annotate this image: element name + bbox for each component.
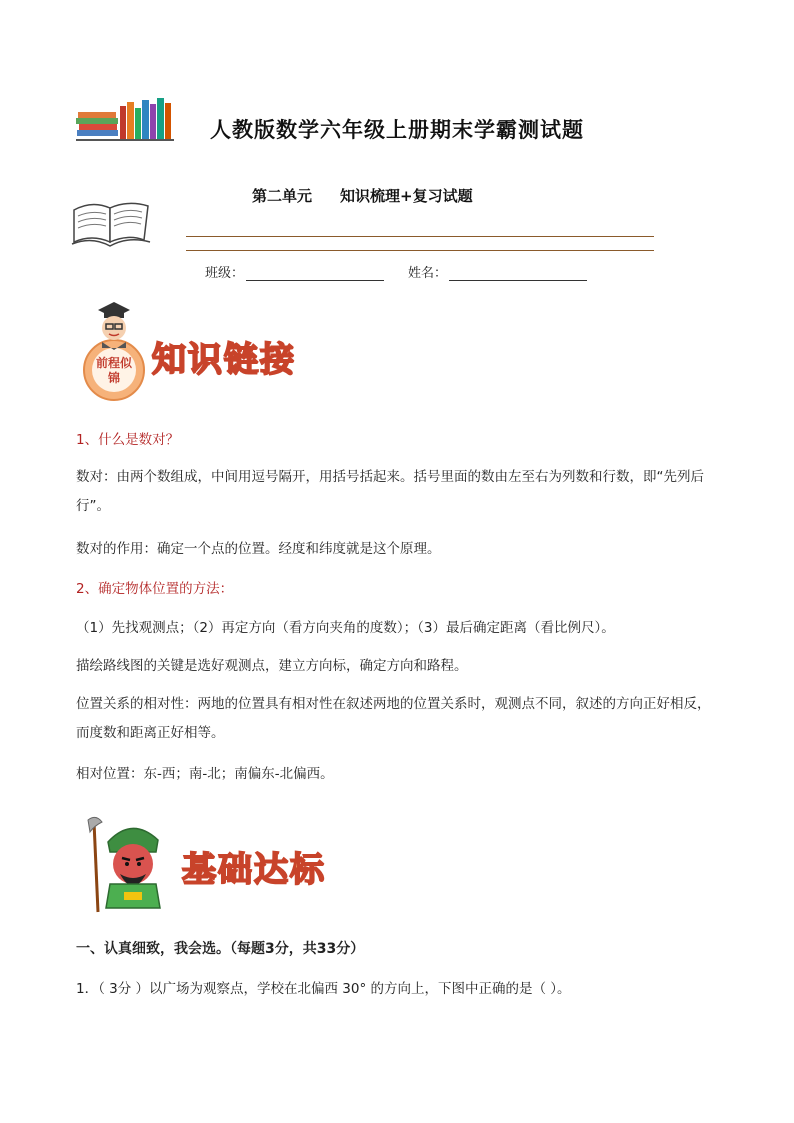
paragraph-steps: （1）先找观测点；（2）再定方向（看方向夹角的度数）；（3）最后确定距离（看比例尺）。 (76, 620, 615, 636)
graduate-mascot-icon (74, 298, 154, 404)
class-input-line[interactable] (246, 266, 384, 281)
basic-banner (80, 812, 380, 916)
paragraph-number-pair-def: 数对：由两个数组成，中间用逗号隔开，用括号括起来。括号里面的数由左至右为列数和行数，即“先列后行”。 (76, 469, 704, 514)
section-heading: 一、认真细致，我会选。（每题3分，共33分） (76, 941, 365, 957)
unit-label: 第二单元 (252, 187, 313, 205)
name-input-line[interactable] (449, 266, 587, 281)
badge-text: 前程似锦 (96, 356, 133, 385)
knowledge-banner (74, 298, 334, 406)
paragraph-number-pair-use: 数对的作用：确定一个点的位置。经度和纬度就是这个原理。 (76, 541, 441, 557)
page-title: 人教版数学六年级上册期末学霸测试题 (210, 117, 584, 142)
heading-position-method: 2、确定物体位置的方法： (76, 581, 234, 597)
knowledge-banner-title: 知识链接 (152, 340, 296, 380)
unit-subtitle (252, 185, 473, 206)
divider-line (186, 236, 654, 237)
divider-line (186, 250, 654, 251)
heading-number-pair: 1、什么是数对？ (76, 432, 180, 448)
name-label: 姓名： (408, 266, 448, 281)
basic-banner-title: 基础达标 (182, 850, 326, 890)
question-1: 1．（ 3分 ）以广场为观察点，学校在北偏西 30° 的方向上，下图中正确的是（ ）。 (76, 981, 571, 997)
books-icon (76, 94, 176, 146)
paragraph-relative-position: 相对位置：东-西；南-北；南偏东-北偏西。 (76, 766, 334, 782)
class-field (205, 262, 384, 281)
topic-label: 知识梳理+复习试题 (340, 187, 473, 205)
paragraph-relativity: 位置关系的相对性：两地的位置具有相对性在叙述两地的位置关系时，观测点不同，叙述的方向正好相反，而度数和距离正好相等。 (76, 696, 711, 741)
paragraph-route-map: 描绘路线图的关键是选好观测点，建立方向标，确定方向和路程。 (76, 658, 468, 674)
name-field (408, 262, 587, 281)
open-book-icon (70, 192, 152, 252)
warrior-mascot-icon (80, 812, 176, 914)
class-label: 班级： (205, 266, 245, 281)
